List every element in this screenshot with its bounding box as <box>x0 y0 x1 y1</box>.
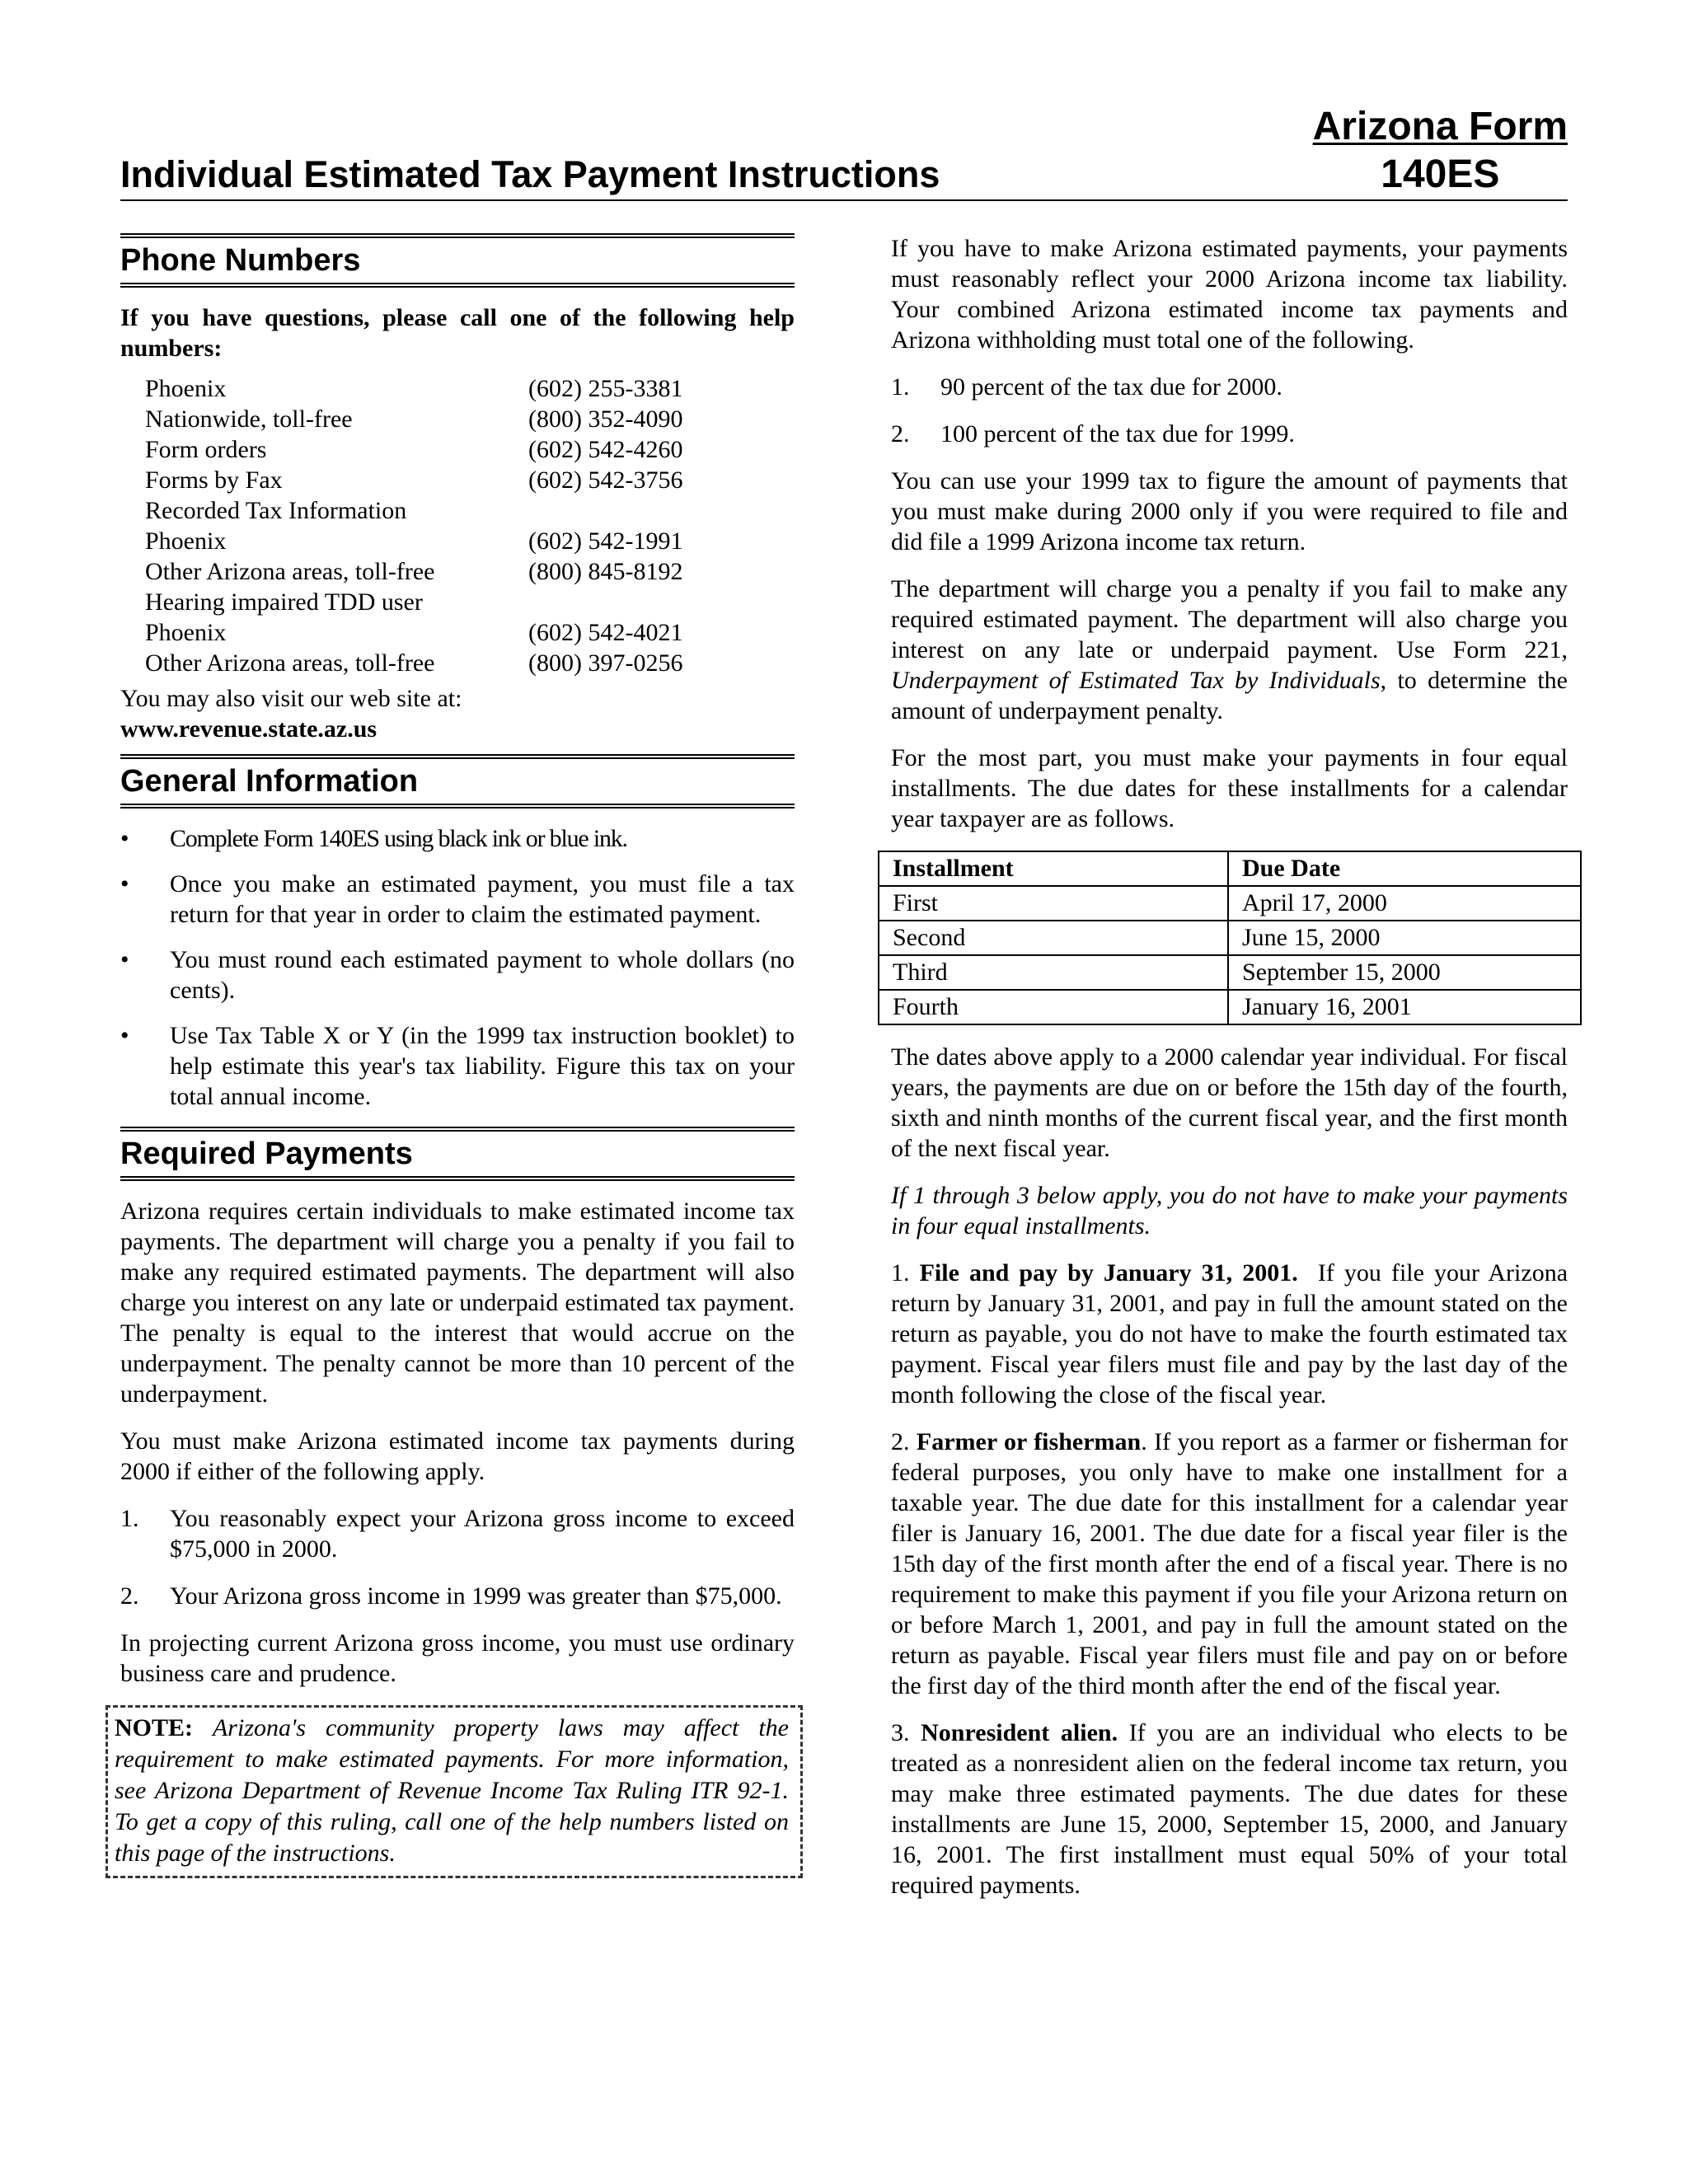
right-paragraph-5: The dates above apply to a 2000 calendar year individual. For fiscal years, the payments are due on or before the 15th day of the fourth, sixth and ninth months of the current fiscal year, and the first month of the next fiscal year. <box>891 1043 1568 1162</box>
page-header <box>120 103 1568 201</box>
list-item-text: You reasonably expect your Arizona gross income to exceed $75,000 in 2000. <box>170 1505 795 1563</box>
required-conditions-list <box>120 1503 795 1611</box>
phone-list <box>145 373 795 678</box>
required-payments-heading: Required Payments <box>120 1127 795 1181</box>
phone-row <box>145 526 795 556</box>
table-cell: Second <box>879 921 1228 955</box>
list-item-text: Complete Form 140ES using black ink or blue ink. <box>170 825 627 852</box>
phone-label: Phoenix <box>145 527 227 555</box>
bullet-icon: • <box>120 1022 129 1049</box>
form-221-title: Underpayment of Estimated Tax by Individuals <box>891 667 1381 694</box>
right-paragraph-2: You can use your 1999 tax to figure the amount of payments that you must make during 2000 only if you were required to file and did file a 1999 Arizona income tax return. <box>891 467 1568 555</box>
exception-text: If you file your Arizona return by January 31, 2001, and pay in full the amount stated on the return as payable, you do not have to make the fourth estimated tax payment. Fiscal year filers must file and pay by the last day of the month following the close of the fiscal year. <box>891 1259 1568 1408</box>
table-cell: Third <box>879 955 1228 990</box>
paragraph-text: , to determine the amount of underpayment penalty. <box>891 667 1568 724</box>
required-paragraph-1: Arizona requires certain individuals to make estimated income tax payments. The department will charge you a penalty if you fail to make any required estimated payments. The department will also charge you interest on any late or underpaid estimated tax payment. The penalty is equal to the interest that would accrue on the underpayment. The penalty cannot be more than 10 percent of the underpayment. <box>120 1197 795 1408</box>
list-item-text: 100 percent of the tax due for 1999. <box>940 420 1295 448</box>
list-item-text: Use Tax Table X or Y (in the 1999 tax instruction booklet) to help estimate this year's tax liability. Figure this tax on your total annual income. <box>170 1022 795 1110</box>
paragraph-text: The department will charge you a penalty if you fail to make any required estimated payment. The department will also charge you interest on any late or underpaid payment. Use Form 221, <box>891 575 1568 663</box>
table-cell: First <box>879 886 1228 921</box>
phone-number: (602) 542-1991 <box>528 527 683 555</box>
right-paragraph-3 <box>891 574 1568 726</box>
phone-label: Phoenix <box>145 619 227 646</box>
phone-row <box>145 434 795 465</box>
note-text: Arizona's community property laws may affect the requirement to make estimated payments. For more information, see Arizona Department of Revenue Income Tax Ruling ITR 92-1. To get a copy of this ruling, call one of the help numbers listed on this page of the instructions. <box>115 1714 789 1867</box>
website-link[interactable]: www.revenue.state.az.us <box>120 715 377 743</box>
list-item-text: Once you make an estimated payment, you must file a tax return for that year in order to claim the estimated payment. <box>170 870 795 928</box>
phone-number: (602) 255-3381 <box>528 375 683 402</box>
document-page <box>115 103 1568 1899</box>
required-paragraph-2: You must make Arizona estimated income tax payments during 2000 if either of the following apply. <box>120 1427 795 1485</box>
table-cell: January 16, 2001 <box>1228 990 1581 1024</box>
column-header: Due Date <box>1228 851 1581 886</box>
exception-title: File and pay by January 31, 2001. <box>919 1259 1298 1286</box>
list-item-number: 1. <box>120 1505 139 1532</box>
right-column <box>891 233 1568 1917</box>
phone-row <box>145 556 795 587</box>
exception-number: 1. <box>891 1259 910 1286</box>
website-text: You may also visit our web site at: <box>120 685 462 712</box>
phone-row <box>145 465 795 495</box>
table-row <box>879 990 1581 1024</box>
list-item <box>891 372 1568 402</box>
phone-label: Recorded Tax Information <box>145 497 407 524</box>
exceptions-intro: If 1 through 3 below apply, you do not have to make your payments in four equal installments. <box>891 1182 1568 1240</box>
column-header: Installment <box>879 851 1228 886</box>
phone-number: (602) 542-4260 <box>528 436 683 463</box>
bullet-icon: • <box>120 825 129 852</box>
table-row <box>879 955 1581 990</box>
phone-label: Nationwide, toll-free <box>145 405 353 433</box>
right-paragraph-4: For the most part, you must make your payments in four equal installments. The due dates for these installments for a calendar year taxpayer are as follows. <box>891 744 1568 832</box>
phone-label: Phoenix <box>145 375 227 402</box>
exception-text: If you are an individual who elects to be treated as a nonresident alien on the federal income tax return, you may make three estimated payments. The due dates for these installments are June 15, 2000, September 15, 2000, and January 16, 2001. The first installment must equal 50% of your total required payments. <box>891 1719 1568 1899</box>
phone-number: (602) 542-4021 <box>528 619 683 646</box>
phone-row <box>145 495 795 526</box>
note-label: NOTE: <box>115 1714 194 1741</box>
due-date-table <box>878 851 1582 1025</box>
phone-label: Other Arizona areas, toll-free <box>145 649 435 677</box>
page-title: Individual Estimated Tax Payment Instructions <box>120 153 940 195</box>
exception-number: 2. <box>891 1428 910 1455</box>
phone-row <box>145 617 795 648</box>
required-paragraph-3: In projecting current Arizona gross income, you must use ordinary business care and prudence. <box>120 1629 795 1687</box>
exception-title: Nonresident alien. <box>921 1719 1118 1746</box>
exception-title: Farmer or fisherman <box>916 1428 1142 1455</box>
table-header-row <box>879 851 1581 886</box>
list-item-text: You must round each estimated payment to whole dollars (no cents). <box>170 946 795 1004</box>
phone-numbers-heading: Phone Numbers <box>120 233 795 288</box>
list-item-number: 1. <box>891 373 910 401</box>
left-column <box>115 233 795 1878</box>
general-info-list <box>120 823 795 1112</box>
phone-row <box>145 587 795 617</box>
list-item <box>120 823 795 854</box>
list-item <box>120 1020 795 1112</box>
phone-number <box>528 587 726 617</box>
phone-row <box>145 404 795 434</box>
list-item <box>120 1581 795 1611</box>
table-cell: June 15, 2000 <box>1228 921 1581 955</box>
form-name-line1: Arizona Form <box>1312 105 1568 148</box>
exception-1 <box>891 1258 1568 1410</box>
bullet-icon: • <box>120 946 129 973</box>
phone-number <box>528 495 726 526</box>
exception-3 <box>891 1718 1568 1900</box>
list-item <box>891 419 1568 449</box>
phone-number: (800) 845-8192 <box>528 558 683 585</box>
table-row <box>879 921 1581 955</box>
exception-number: 3. <box>891 1719 910 1746</box>
form-name <box>1313 103 1568 199</box>
table-cell: April 17, 2000 <box>1228 886 1581 921</box>
table-cell: Fourth <box>879 990 1228 1024</box>
table-row <box>879 886 1581 921</box>
right-paragraph-1: If you have to make Arizona estimated payments, your payments must reasonably reflect your 2000 Arizona income tax liability. Your combined Arizona estimated income tax payments and Arizona withholding must total one of the following. <box>891 235 1568 354</box>
phone-number: (602) 542-3756 <box>528 466 683 494</box>
table-cell: September 15, 2000 <box>1228 955 1581 990</box>
phone-label: Forms by Fax <box>145 466 283 494</box>
list-item-number: 2. <box>891 420 910 448</box>
phone-label: Form orders <box>145 436 267 463</box>
phone-number: (800) 397-0256 <box>528 649 683 677</box>
general-information-heading: General Information <box>120 754 795 808</box>
phone-label: Other Arizona areas, toll-free <box>145 558 435 585</box>
phone-row <box>145 373 795 404</box>
phone-row <box>145 648 795 678</box>
website-info <box>120 683 795 744</box>
tax-due-options-list <box>891 372 1568 449</box>
phone-number: (800) 352-4090 <box>528 405 683 433</box>
list-item-number: 2. <box>120 1582 139 1610</box>
bullet-icon: • <box>120 870 129 898</box>
list-item <box>120 1503 795 1564</box>
list-item-text: 90 percent of the tax due for 2000. <box>940 373 1282 401</box>
list-item <box>120 869 795 930</box>
note-box <box>106 1705 803 1878</box>
list-item <box>120 944 795 1005</box>
list-item-text: Your Arizona gross income in 1999 was greater than $75,000. <box>170 1582 782 1610</box>
phone-intro: If you have questions, please call one of the following help numbers: <box>120 304 795 362</box>
form-name-line2: 140ES <box>1381 152 1500 196</box>
exception-text: . If you report as a farmer or fisherman for federal purposes, you only have to make one installment for a taxable year. The due date for this installment for a calendar year filer is January 16, 2001. The due date for a fiscal year filer is the 15th day of the first month after the end of a fiscal year. There is no requirement to make this payment if you file your Arizona return on or before March 1, 2001, and pay in full the amount stated on the return as payable. Fiscal year filers must file and pay on or before the first day of the third month after the end of the fiscal year. <box>891 1428 1568 1699</box>
phone-label: Hearing impaired TDD user <box>145 588 423 616</box>
exception-2 <box>891 1427 1568 1701</box>
